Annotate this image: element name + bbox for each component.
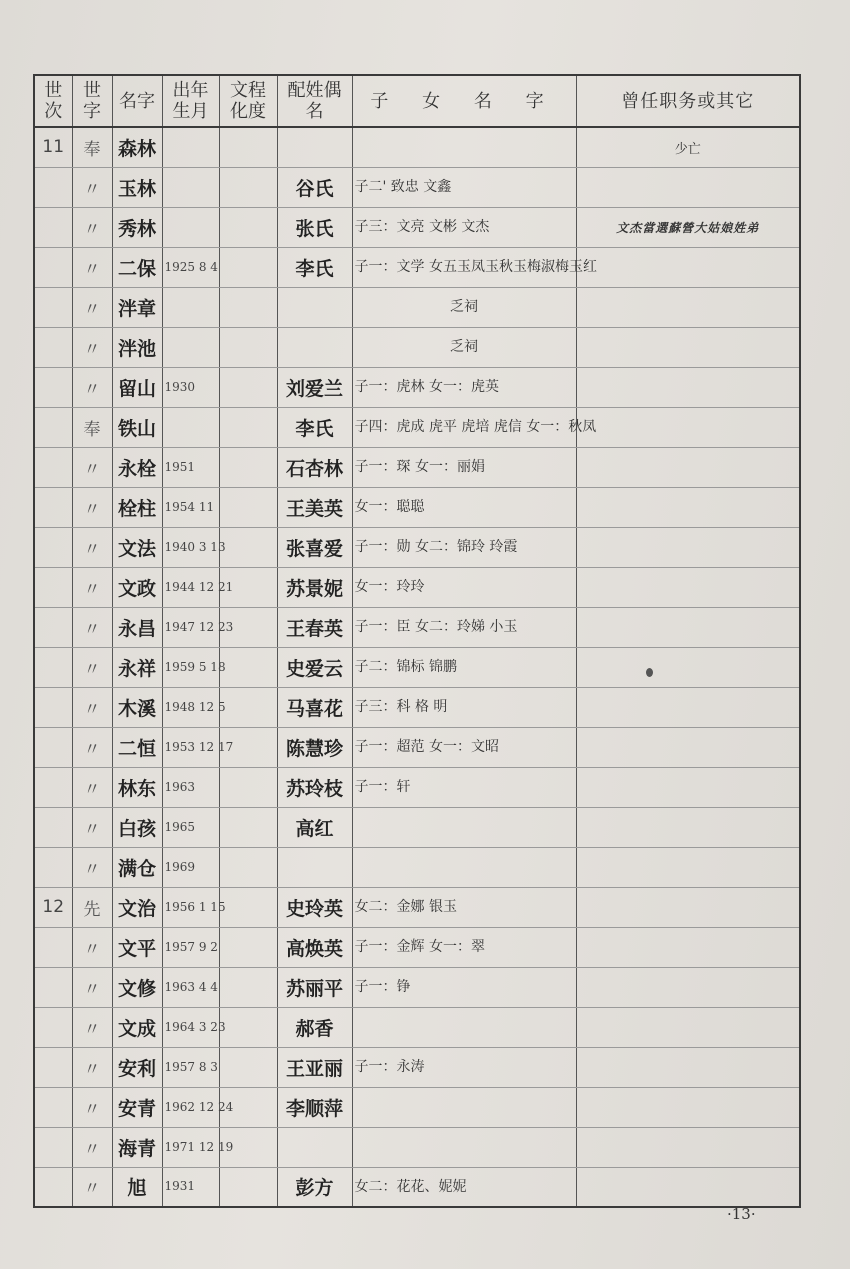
name-cell: 文成	[112, 1007, 162, 1047]
generation-char-cell: 〃	[72, 607, 112, 647]
table-row	[34, 607, 800, 647]
children-cell	[352, 1087, 576, 1127]
generation-char-cell: 奉	[72, 127, 112, 167]
spouse-cell: 石杏林	[277, 447, 352, 487]
header-children: 子 女 名 字	[352, 75, 576, 127]
generation-cell	[34, 567, 72, 607]
notes-cell	[576, 847, 800, 887]
spouse-cell	[277, 287, 352, 327]
birth-cell	[162, 127, 219, 167]
generation-cell	[34, 207, 72, 247]
spouse-cell: 王美英	[277, 487, 352, 527]
children-cell	[352, 1007, 576, 1047]
children-cell: 子一：虎林 女一：虎英	[352, 367, 576, 407]
notes-cell	[576, 1007, 800, 1047]
notes-cell	[576, 1047, 800, 1087]
children-cell: 女二：金娜 银玉	[352, 887, 576, 927]
generation-char-cell: 〃	[72, 207, 112, 247]
spouse-cell: 王亚丽	[277, 1047, 352, 1087]
name-cell: 二保	[112, 247, 162, 287]
birth-cell: 1956 1 15	[162, 887, 219, 927]
table-row	[34, 167, 800, 207]
children-cell	[352, 847, 576, 887]
table-row	[34, 847, 800, 887]
header-education: 文程化度	[219, 75, 277, 127]
education-cell	[219, 327, 277, 367]
notes-cell	[576, 167, 800, 207]
birth-cell	[162, 407, 219, 447]
birth-cell: 1944 12 21	[162, 567, 219, 607]
children-cell: 子一：金辉 女一：翠	[352, 927, 576, 967]
education-cell	[219, 287, 277, 327]
generation-cell	[34, 687, 72, 727]
table-row	[34, 1127, 800, 1167]
notes-cell	[576, 607, 800, 647]
spouse-cell: 陈慧珍	[277, 727, 352, 767]
children-cell: 乏祠	[352, 287, 576, 327]
name-cell: 满仓	[112, 847, 162, 887]
name-cell: 留山	[112, 367, 162, 407]
children-cell: 子三：科 格 明	[352, 687, 576, 727]
birth-cell: 1930	[162, 367, 219, 407]
header-spouse: 配姓偶名	[277, 75, 352, 127]
children-cell: 子一：文学 女五玉凤玉秋玉梅淑梅玉红	[352, 247, 576, 287]
notes-cell	[576, 527, 800, 567]
generation-cell	[34, 327, 72, 367]
notes-cell	[576, 807, 800, 847]
generation-cell	[34, 847, 72, 887]
education-cell	[219, 207, 277, 247]
spouse-cell: 张氏	[277, 207, 352, 247]
children-cell: 女一：玲玲	[352, 567, 576, 607]
notes-cell	[576, 567, 800, 607]
spouse-cell: 高焕英	[277, 927, 352, 967]
table-row	[34, 567, 800, 607]
spouse-cell: 谷氏	[277, 167, 352, 207]
spouse-cell: 王春英	[277, 607, 352, 647]
generation-char-cell: 〃	[72, 807, 112, 847]
generation-cell	[34, 1087, 72, 1127]
education-cell	[219, 687, 277, 727]
notes-cell	[576, 487, 800, 527]
name-cell: 海青	[112, 1127, 162, 1167]
table-row	[34, 247, 800, 287]
header-row	[34, 75, 800, 127]
header-birth: 出年生月	[162, 75, 219, 127]
birth-cell: 1948 12 5	[162, 687, 219, 727]
birth-cell: 1957 9 2	[162, 927, 219, 967]
generation-char-cell: 〃	[72, 447, 112, 487]
generation-char-cell: 〃	[72, 927, 112, 967]
notes-cell	[576, 767, 800, 807]
table-row	[34, 1167, 800, 1207]
header-generation: 世次	[34, 75, 72, 127]
generation-cell: 12	[34, 887, 72, 927]
birth-cell: 1947 12 23	[162, 607, 219, 647]
birth-cell: 1954 11	[162, 487, 219, 527]
children-cell: 子一：轩	[352, 767, 576, 807]
spouse-cell	[277, 847, 352, 887]
generation-char-cell: 〃	[72, 287, 112, 327]
children-cell: 乏祠	[352, 327, 576, 367]
notes-cell: 少亡	[576, 127, 800, 167]
spouse-cell: 刘爱兰	[277, 367, 352, 407]
name-cell: 泮池	[112, 327, 162, 367]
birth-cell: 1963 4 4	[162, 967, 219, 1007]
generation-char-cell: 〃	[72, 687, 112, 727]
education-cell	[219, 447, 277, 487]
birth-cell: 1951	[162, 447, 219, 487]
notes-cell	[576, 687, 800, 727]
generation-char-cell: 〃	[72, 647, 112, 687]
spouse-cell: 彭方	[277, 1167, 352, 1207]
table-row	[34, 487, 800, 527]
notes-cell	[576, 967, 800, 1007]
generation-char-cell: 〃	[72, 967, 112, 1007]
birth-cell: 1964 3 23	[162, 1007, 219, 1047]
birth-cell	[162, 287, 219, 327]
table-row	[34, 1047, 800, 1087]
spouse-cell: 马喜花	[277, 687, 352, 727]
table-row	[34, 127, 800, 167]
table-row	[34, 727, 800, 767]
table-row	[34, 447, 800, 487]
generation-cell	[34, 807, 72, 847]
page-number: ·13·	[727, 1205, 756, 1223]
education-cell	[219, 847, 277, 887]
children-cell: 子四：虎成 虎平 虎培 虎信 女一：秋凤	[352, 407, 576, 447]
children-cell: 子一：勋 女二：锦玲 玲霞	[352, 527, 576, 567]
generation-cell	[34, 407, 72, 447]
generation-cell: 11	[34, 127, 72, 167]
spouse-cell: 史爱云	[277, 647, 352, 687]
children-cell: 子一：铮	[352, 967, 576, 1007]
birth-cell: 1963	[162, 767, 219, 807]
notes-cell	[576, 407, 800, 447]
name-cell: 林东	[112, 767, 162, 807]
spouse-cell: 苏景妮	[277, 567, 352, 607]
birth-cell: 1965	[162, 807, 219, 847]
children-cell	[352, 807, 576, 847]
children-cell: 女二：花花、妮妮	[352, 1167, 576, 1207]
notes-cell	[576, 247, 800, 287]
name-cell: 安利	[112, 1047, 162, 1087]
name-cell: 永祥	[112, 647, 162, 687]
generation-cell	[34, 967, 72, 1007]
children-cell: 女一：聪聪	[352, 487, 576, 527]
genealogy-table	[33, 74, 801, 1208]
table-row	[34, 287, 800, 327]
generation-cell	[34, 1127, 72, 1167]
name-cell: 木溪	[112, 687, 162, 727]
genealogy-rows	[34, 127, 800, 1207]
header-generation-char: 世字	[72, 75, 112, 127]
education-cell	[219, 767, 277, 807]
birth-cell: 1969	[162, 847, 219, 887]
children-cell	[352, 1127, 576, 1167]
name-cell: 文修	[112, 967, 162, 1007]
generation-char-cell: 奉	[72, 407, 112, 447]
spouse-cell	[277, 1127, 352, 1167]
generation-char-cell: 〃	[72, 487, 112, 527]
notes-cell	[576, 727, 800, 767]
name-cell: 永昌	[112, 607, 162, 647]
generation-cell	[34, 1167, 72, 1207]
education-cell	[219, 647, 277, 687]
generation-cell	[34, 247, 72, 287]
name-cell: 泮章	[112, 287, 162, 327]
generation-cell	[34, 367, 72, 407]
education-cell	[219, 247, 277, 287]
name-cell: 铁山	[112, 407, 162, 447]
name-cell: 文治	[112, 887, 162, 927]
spouse-cell	[277, 127, 352, 167]
name-cell: 旭	[112, 1167, 162, 1207]
spouse-cell: 高红	[277, 807, 352, 847]
notes-cell	[576, 927, 800, 967]
education-cell	[219, 1007, 277, 1047]
generation-char-cell: 〃	[72, 247, 112, 287]
birth-cell: 1959 5 18	[162, 647, 219, 687]
generation-char-cell: 〃	[72, 767, 112, 807]
spouse-cell: 苏玲枝	[277, 767, 352, 807]
spouse-cell: 苏丽平	[277, 967, 352, 1007]
generation-cell	[34, 287, 72, 327]
table-row	[34, 687, 800, 727]
header-notes: 曾任职务或其它	[576, 75, 800, 127]
spouse-cell: 李顺萍	[277, 1087, 352, 1127]
name-cell: 文平	[112, 927, 162, 967]
name-cell: 永栓	[112, 447, 162, 487]
generation-char-cell: 〃	[72, 1127, 112, 1167]
table-row	[34, 807, 800, 847]
children-cell	[352, 127, 576, 167]
notes-cell: 文杰當選蘇營大姑娘姓弟	[576, 207, 800, 247]
generation-char-cell: 〃	[72, 567, 112, 607]
notes-cell	[576, 1167, 800, 1207]
spouse-cell: 李氏	[277, 407, 352, 447]
name-cell: 文法	[112, 527, 162, 567]
generation-char-cell: 〃	[72, 527, 112, 567]
name-cell: 白孩	[112, 807, 162, 847]
name-cell: 栓柱	[112, 487, 162, 527]
table-row	[34, 887, 800, 927]
table-row	[34, 367, 800, 407]
birth-cell: 1962 12 24	[162, 1087, 219, 1127]
name-cell: 秀林	[112, 207, 162, 247]
header-name: 名字	[112, 75, 162, 127]
birth-cell	[162, 327, 219, 367]
name-cell: 玉林	[112, 167, 162, 207]
notes-cell	[576, 367, 800, 407]
education-cell	[219, 167, 277, 207]
birth-cell	[162, 167, 219, 207]
table-row	[34, 767, 800, 807]
notes-cell	[576, 1087, 800, 1127]
name-cell: 森林	[112, 127, 162, 167]
education-cell	[219, 127, 277, 167]
generation-char-cell: 先	[72, 887, 112, 927]
notes-cell	[576, 327, 800, 367]
generation-char-cell: 〃	[72, 167, 112, 207]
generation-cell	[34, 527, 72, 567]
generation-cell	[34, 447, 72, 487]
education-cell	[219, 367, 277, 407]
table-row	[34, 967, 800, 1007]
generation-char-cell: 〃	[72, 1047, 112, 1087]
education-cell	[219, 527, 277, 567]
birth-cell: 1931	[162, 1167, 219, 1207]
children-cell: 子一：臣 女二：玲娣 小玉	[352, 607, 576, 647]
birth-cell: 1925 8 4	[162, 247, 219, 287]
children-cell: 子一：超范 女一：文昭	[352, 727, 576, 767]
table-row	[34, 927, 800, 967]
notes-cell	[576, 447, 800, 487]
education-cell	[219, 1047, 277, 1087]
name-cell: 安青	[112, 1087, 162, 1127]
notes-cell	[576, 647, 800, 687]
birth-cell: 1957 8 3	[162, 1047, 219, 1087]
table-row	[34, 1087, 800, 1127]
notes-cell	[576, 887, 800, 927]
spouse-cell	[277, 327, 352, 367]
generation-cell	[34, 167, 72, 207]
education-cell	[219, 927, 277, 967]
table-row	[34, 407, 800, 447]
children-cell: 子三：文亮 文彬 文杰	[352, 207, 576, 247]
education-cell	[219, 967, 277, 1007]
generation-char-cell: 〃	[72, 1007, 112, 1047]
generation-cell	[34, 647, 72, 687]
spouse-cell: 李氏	[277, 247, 352, 287]
generation-char-cell: 〃	[72, 1087, 112, 1127]
children-cell: 子二' 致忠 文鑫	[352, 167, 576, 207]
children-cell: 子一：琛 女一：丽娟	[352, 447, 576, 487]
birth-cell	[162, 207, 219, 247]
table-row	[34, 1007, 800, 1047]
children-cell: 子一：永涛	[352, 1047, 576, 1087]
education-cell	[219, 887, 277, 927]
education-cell	[219, 407, 277, 447]
spouse-cell: 史玲英	[277, 887, 352, 927]
name-cell: 二恒	[112, 727, 162, 767]
education-cell	[219, 1167, 277, 1207]
education-cell	[219, 807, 277, 847]
name-cell: 文政	[112, 567, 162, 607]
notes-cell	[576, 1127, 800, 1167]
generation-cell	[34, 1007, 72, 1047]
spouse-cell: 张喜爱	[277, 527, 352, 567]
table-row	[34, 327, 800, 367]
birth-cell: 1940 3 13	[162, 527, 219, 567]
table-row	[34, 647, 800, 687]
ink-spot	[646, 668, 653, 677]
birth-cell: 1971 12 19	[162, 1127, 219, 1167]
generation-char-cell: 〃	[72, 327, 112, 367]
generation-char-cell: 〃	[72, 1167, 112, 1207]
generation-char-cell: 〃	[72, 727, 112, 767]
generation-cell	[34, 727, 72, 767]
generation-cell	[34, 927, 72, 967]
generation-cell	[34, 767, 72, 807]
generation-char-cell: 〃	[72, 367, 112, 407]
notes-cell	[576, 287, 800, 327]
generation-char-cell: 〃	[72, 847, 112, 887]
birth-cell: 1953 12 17	[162, 727, 219, 767]
table-row	[34, 527, 800, 567]
generation-cell	[34, 487, 72, 527]
generation-cell	[34, 1047, 72, 1087]
spouse-cell: 郝香	[277, 1007, 352, 1047]
table-row	[34, 207, 800, 247]
children-cell: 子二：锦标 锦鹏	[352, 647, 576, 687]
education-cell	[219, 487, 277, 527]
generation-cell	[34, 607, 72, 647]
